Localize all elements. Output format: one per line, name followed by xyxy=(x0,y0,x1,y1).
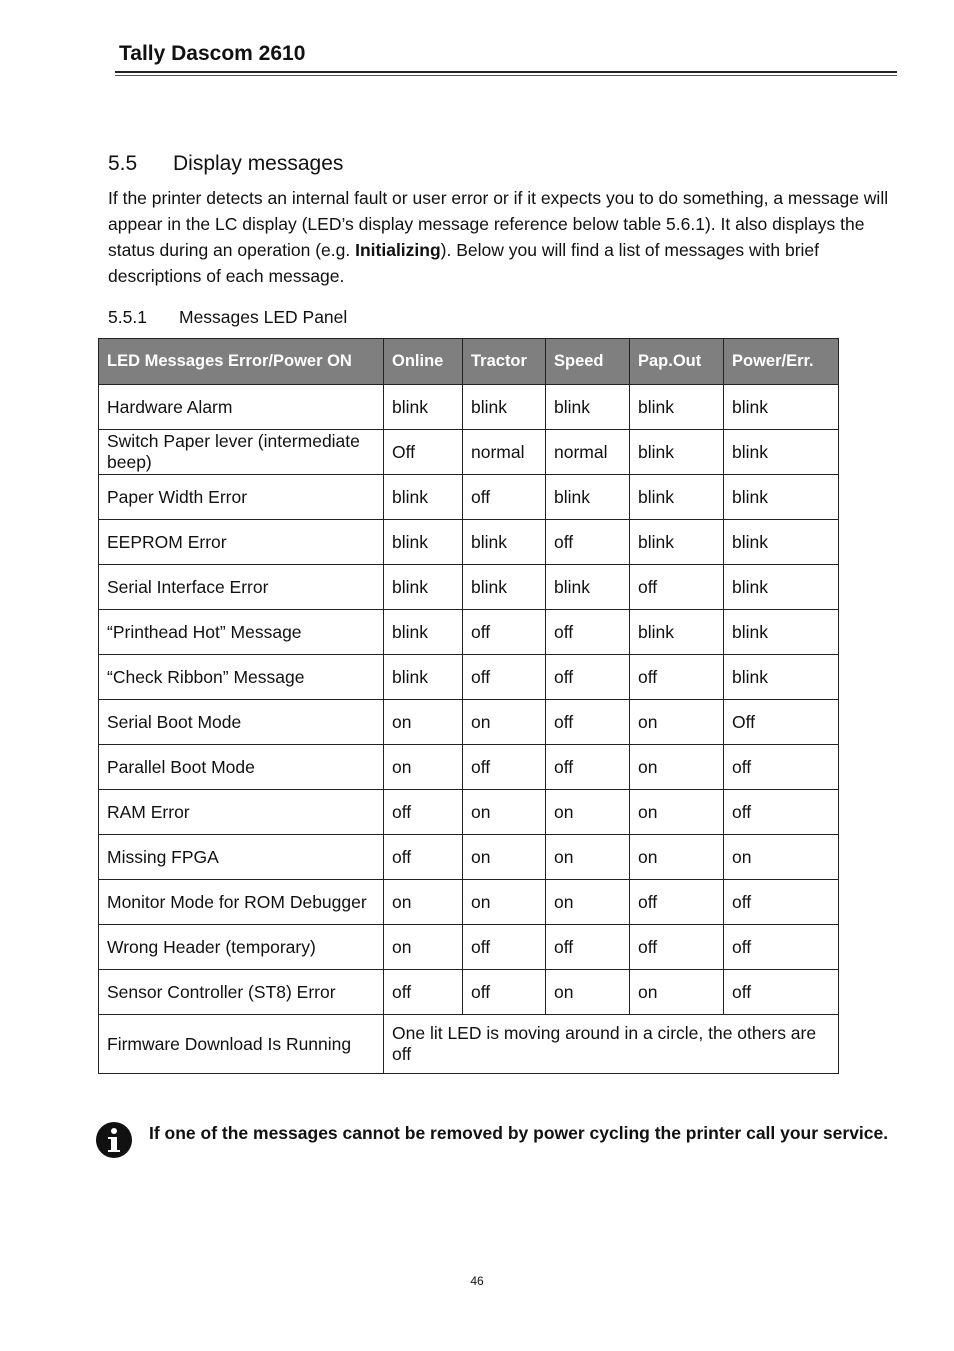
table-row xyxy=(99,610,839,655)
section-title: Display messages xyxy=(173,152,344,175)
led-state-cell: off xyxy=(546,700,630,745)
led-messages-table xyxy=(98,338,839,1074)
message-name-cell: Serial Interface Error xyxy=(99,565,384,610)
table-row xyxy=(99,925,839,970)
led-state-cell: off xyxy=(724,790,839,835)
led-state-cell: blink xyxy=(630,610,724,655)
led-state-cell: blink xyxy=(546,385,630,430)
column-header: Speed xyxy=(546,339,630,385)
led-state-cell: off xyxy=(630,565,724,610)
led-state-cell: on xyxy=(463,880,546,925)
table-row xyxy=(99,880,839,925)
led-state-cell: off xyxy=(463,745,546,790)
led-state-cell: blink xyxy=(724,655,839,700)
page-number: 46 xyxy=(470,1274,484,1288)
led-state-cell: blink xyxy=(630,475,724,520)
led-state-cell: on xyxy=(384,745,463,790)
led-state-cell: on xyxy=(463,835,546,880)
table-row xyxy=(99,1015,839,1074)
led-state-cell: off xyxy=(463,970,546,1015)
table-header-row xyxy=(99,339,839,385)
led-state-cell: on xyxy=(546,835,630,880)
column-header: Online xyxy=(384,339,463,385)
section-heading xyxy=(108,152,343,176)
led-state-cell: on xyxy=(724,835,839,880)
led-state-cell: blink xyxy=(724,385,839,430)
led-state-cell: blink xyxy=(630,385,724,430)
led-state-cell: blink xyxy=(384,385,463,430)
led-state-cell: blink xyxy=(724,565,839,610)
led-state-cell: blink xyxy=(724,520,839,565)
column-header: Pap.Out xyxy=(630,339,724,385)
table-row xyxy=(99,430,839,475)
led-state-cell: off xyxy=(630,655,724,700)
led-state-cell: blink xyxy=(463,520,546,565)
led-state-cell: off xyxy=(463,475,546,520)
led-state-cell: on xyxy=(630,745,724,790)
led-state-cell: on xyxy=(546,880,630,925)
led-state-cell: on xyxy=(546,970,630,1015)
message-name-cell: Parallel Boot Mode xyxy=(99,745,384,790)
led-state-cell: blink xyxy=(630,430,724,475)
led-state-cell: normal xyxy=(463,430,546,475)
column-header: LED Messages Error/Power ON xyxy=(99,339,384,385)
led-state-cell: on xyxy=(384,700,463,745)
led-state-cell: off xyxy=(546,610,630,655)
led-state-cell: normal xyxy=(546,430,630,475)
section-number: 5.5 xyxy=(108,152,138,175)
message-name-cell: Switch Paper lever (intermediate beep) xyxy=(99,430,384,475)
table-row xyxy=(99,745,839,790)
led-state-cell: on xyxy=(630,790,724,835)
led-state-cell: blink xyxy=(463,385,546,430)
intro-text-1: If the printer detects an internal fault or user error or if it expects you to do something, a message will appear in the LC display (LED’s display message reference below table 5.6.1). It also displays the status during an operation (e.g. xyxy=(108,188,889,260)
led-state-cell: off xyxy=(630,880,724,925)
led-description-cell: One lit LED is moving around in a circle, the others are off xyxy=(384,1015,839,1074)
header-rule xyxy=(115,71,897,73)
led-state-cell: on xyxy=(384,880,463,925)
intro-bold-term: Initializing xyxy=(355,240,441,260)
led-state-cell: Off xyxy=(384,430,463,475)
led-state-cell: blink xyxy=(724,430,839,475)
led-state-cell: blink xyxy=(384,520,463,565)
message-name-cell: EEPROM Error xyxy=(99,520,384,565)
led-state-cell: off xyxy=(546,655,630,700)
led-state-cell: off xyxy=(724,745,839,790)
message-name-cell: Monitor Mode for ROM Debugger xyxy=(99,880,384,925)
table-row xyxy=(99,835,839,880)
led-state-cell: on xyxy=(384,925,463,970)
table-row xyxy=(99,565,839,610)
message-name-cell: “Check Ribbon” Message xyxy=(99,655,384,700)
led-state-cell: off xyxy=(384,790,463,835)
table-row xyxy=(99,655,839,700)
info-icon xyxy=(96,1122,132,1158)
led-state-cell: blink xyxy=(724,475,839,520)
subsection-title: Messages LED Panel xyxy=(179,307,348,327)
table-row xyxy=(99,475,839,520)
led-state-cell: blink xyxy=(724,610,839,655)
message-name-cell: RAM Error xyxy=(99,790,384,835)
message-name-cell: Sensor Controller (ST8) Error xyxy=(99,970,384,1015)
led-state-cell: on xyxy=(630,970,724,1015)
subsection-heading xyxy=(108,307,347,328)
led-state-cell: off xyxy=(546,745,630,790)
intro-paragraph xyxy=(108,185,908,289)
intro-text-2: ). Below you will find a list of messages with brief descriptions of each message. xyxy=(108,240,820,286)
led-state-cell: on xyxy=(630,700,724,745)
led-state-cell: off xyxy=(463,655,546,700)
message-name-cell: Wrong Header (temporary) xyxy=(99,925,384,970)
led-state-cell: off xyxy=(463,610,546,655)
page-header-title: Tally Dascom 2610 xyxy=(119,42,306,65)
header-rule-thin xyxy=(115,75,897,76)
led-state-cell: on xyxy=(546,790,630,835)
message-name-cell: Hardware Alarm xyxy=(99,385,384,430)
led-state-cell: off xyxy=(546,520,630,565)
led-state-cell: Off xyxy=(724,700,839,745)
message-name-cell: Firmware Download Is Running xyxy=(99,1015,384,1074)
led-state-cell: on xyxy=(463,700,546,745)
led-state-cell: blink xyxy=(384,655,463,700)
message-name-cell: Paper Width Error xyxy=(99,475,384,520)
led-state-cell: off xyxy=(463,925,546,970)
table-row xyxy=(99,970,839,1015)
led-state-cell: off xyxy=(384,970,463,1015)
led-state-cell: blink xyxy=(384,475,463,520)
table-row xyxy=(99,385,839,430)
table-row xyxy=(99,520,839,565)
led-state-cell: off xyxy=(384,835,463,880)
message-name-cell: “Printhead Hot” Message xyxy=(99,610,384,655)
led-state-cell: on xyxy=(630,835,724,880)
column-header: Tractor xyxy=(463,339,546,385)
led-state-cell: blink xyxy=(546,565,630,610)
led-state-cell: blink xyxy=(546,475,630,520)
led-state-cell: blink xyxy=(384,610,463,655)
led-state-cell: blink xyxy=(630,520,724,565)
message-name-cell: Missing FPGA xyxy=(99,835,384,880)
led-state-cell: off xyxy=(724,880,839,925)
note-text: If one of the messages cannot be removed by power cycling the printer call your service. xyxy=(149,1123,889,1143)
led-state-cell: blink xyxy=(384,565,463,610)
subsection-number: 5.5.1 xyxy=(108,307,147,327)
table-row xyxy=(99,790,839,835)
message-name-cell: Serial Boot Mode xyxy=(99,700,384,745)
column-header: Power/Err. xyxy=(724,339,839,385)
led-state-cell: off xyxy=(724,925,839,970)
led-state-cell: off xyxy=(630,925,724,970)
led-state-cell: on xyxy=(463,790,546,835)
table-row xyxy=(99,700,839,745)
led-state-cell: blink xyxy=(463,565,546,610)
led-state-cell: off xyxy=(724,970,839,1015)
led-state-cell: off xyxy=(546,925,630,970)
